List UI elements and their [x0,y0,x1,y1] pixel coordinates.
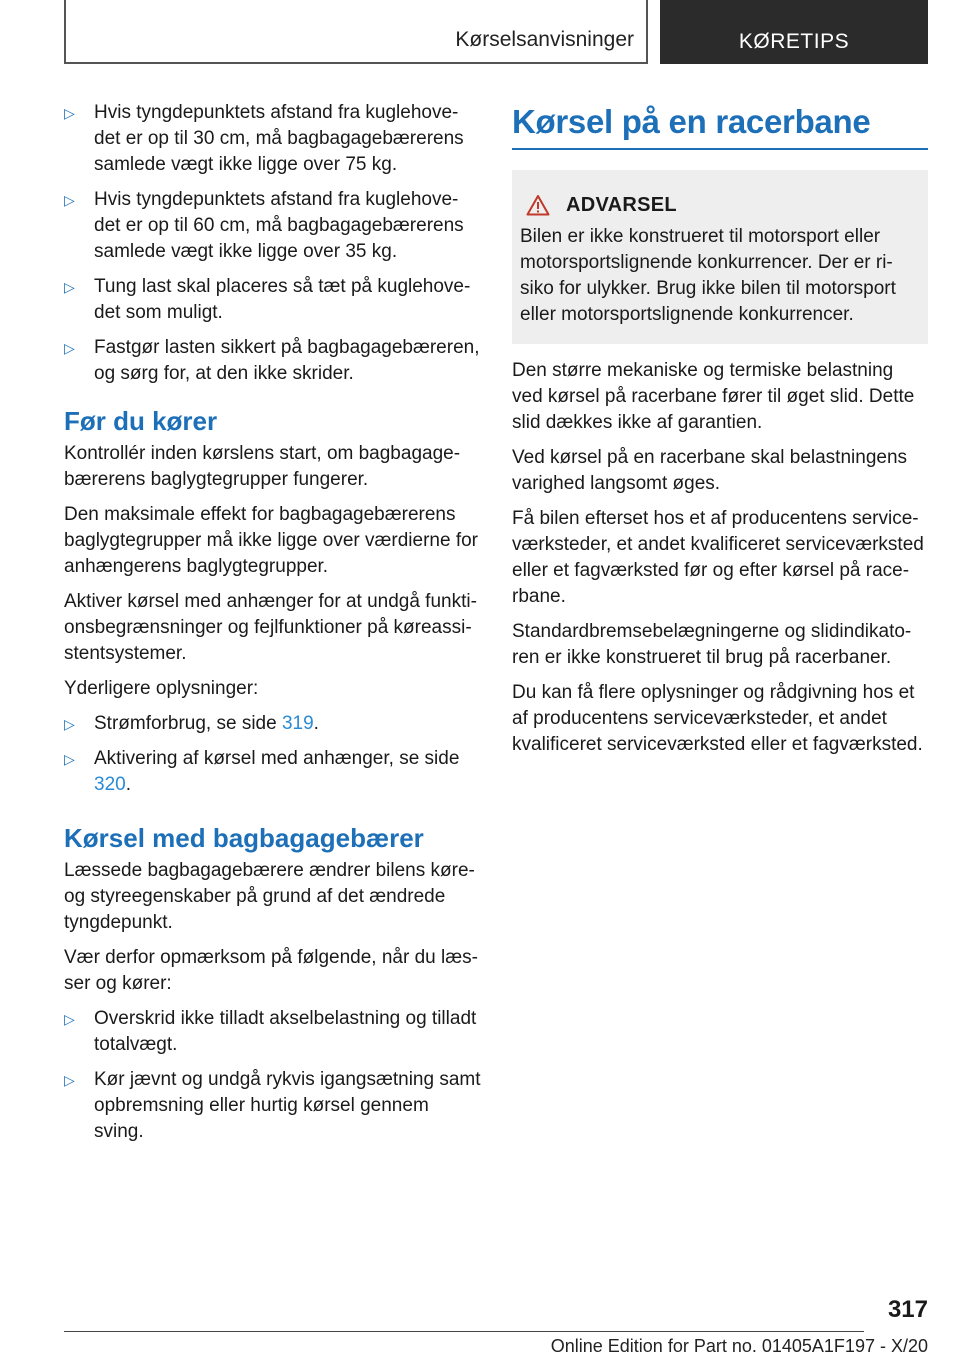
list-item: ▷ Hvis tyngdepunktets afstand fra kuglehove-det er op til 30 cm, må bagbagagebærerens samlede vægt ikke ligge over 75 kg. [64,102,464,175]
list-item: ▷ Tung last skal placeres så tæt på kuglehove-det som muligt. [64,276,471,323]
paragraph: Den større mekaniske og termiske belastning ved kørsel på racerbane fører til øget slid. Dette slid dækkes ikke af garantien. [512,360,915,433]
paragraph: Læssede bagbagagebærere ændrer bilens køre- og styreegenskaber på grund af det ændrede tyngdepunkt. [64,860,475,933]
footer-divider [64,1331,864,1332]
warning-label: ADVARSEL [566,194,677,216]
bullet-triangle-icon: ▷ [64,105,75,121]
list-item: ▷ Strømforbrug, se side 319. [64,711,482,737]
list-item: ▷ Fastgør lasten sikkert på bagbagagebæreren, og sørg for, at den ikke skrider. [64,337,480,384]
chapter-title: KØRETIPS [738,30,850,53]
list-item: ▷ Hvis tyngdepunktets afstand fra kuglehove-det er op til 60 cm, må bagbagagebærerens samlede vægt ikke ligge over 35 kg. [64,189,464,262]
section-title: Kørselsanvisninger [455,28,634,51]
section-tab [64,0,648,64]
paragraph: Ved kørsel på en racerbane skal belastningens varighed langsomt øges. [512,447,908,494]
list-item: ▷ Aktivering af kørsel med anhænger, se side 320. [64,748,460,795]
page-link-320[interactable]: 320 [94,774,126,795]
title-divider [512,148,928,150]
page-title: Kørsel på en racerbane [512,103,871,140]
bullet-triangle-icon: ▷ [64,340,75,356]
list-item: ▷ Overskrid ikke tilladt akselbelastning og tilladt totalvægt. [64,1008,477,1055]
bullet-triangle-icon: ▷ [64,192,75,208]
warning-text: Bilen er ikke konstrueret til motorsport eller motorsportslignende konkurrencer. Der er ri-siko for ulykker. Brug ikke bilen til motorsport eller motorsportslignende konkurrencer. [520,226,896,325]
paragraph: Du kan få flere oplysninger og rådgivning hos et af producentens serviceværksteder, et andet kvalificeret serviceværksted eller et fagværksted. [512,682,923,755]
bullet-triangle-icon: ▷ [64,1072,75,1088]
right-column [512,100,928,767]
page-number: 317 [887,1296,928,1323]
warning-triangle-icon [526,194,550,216]
edition-note: Online Edition for Part no. 01405A1F197 - X/20 [550,1336,928,1356]
paragraph: Yderligere oplysninger: [64,678,259,699]
paragraph: Vær derfor opmærksom på følgende, når du læs-ser og kører: [64,947,478,994]
paragraph: Aktiver kørsel med anhænger for at undgå funkti-onsbegrænsninger og fejlfunktioner på køreassi-stentsystemer. [64,591,477,664]
bullet-triangle-icon: ▷ [64,279,75,295]
paragraph: Kontrollér inden kørslens start, om bagbagage-bærerens baglygtegrupper fungerer. [64,443,461,490]
warning-box [512,170,928,344]
paragraph: Standardbremsebelægningerne og slidindikato-ren er ikke konstrueret til brug på racerbaner. [512,621,912,668]
page-link-319[interactable]: 319 [281,713,314,734]
bullet-triangle-icon: ▷ [64,751,75,767]
bullet-triangle-icon: ▷ [64,1011,75,1027]
bullet-triangle-icon: ▷ [64,716,75,732]
chapter-tab [660,0,928,64]
list-item: ▷ Kør jævnt og undgå rykvis igangsætning samt opbremsning eller hurtig kørsel gennem sving. [64,1069,481,1142]
paragraph: Få bilen efterset hos et af producentens service-værksteder, et andet kvalificeret serviceværksted eller et fagværksted før og efter kørsel på race-rbane. [512,508,924,607]
warning-header [520,192,920,218]
page-header [64,0,928,66]
heading-rear-carrier: Kørsel med bagbagagebærer [64,823,424,853]
heading-before-driving: Før du kører [64,406,218,436]
paragraph: Den maksimale effekt for bagbagagebærerens baglygtegrupper må ikke ligge over værdierne for anhængerens baglygtegrupper. [64,504,478,577]
left-column [64,100,482,1154]
